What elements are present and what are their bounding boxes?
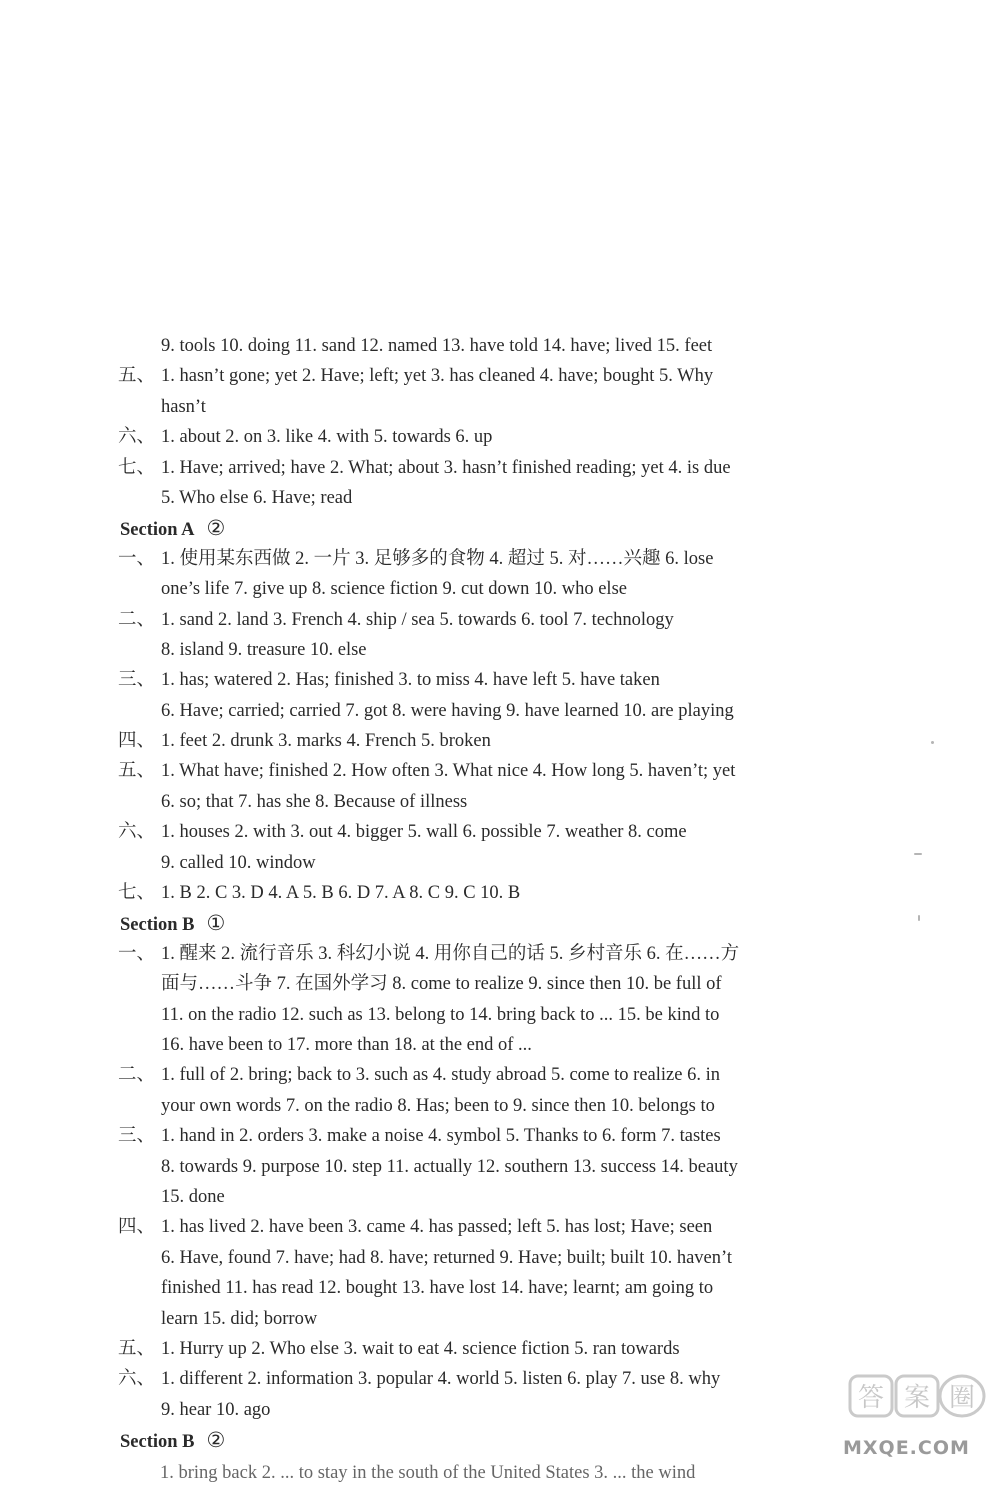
section-heading-a2 xyxy=(118,513,918,543)
answer-line xyxy=(118,665,918,695)
answer-line xyxy=(118,422,918,452)
answer-line xyxy=(118,392,918,422)
answer-line xyxy=(118,1212,918,1242)
answer-text: 6. Have, found 7. have; had 8. have; returned 9. Have; built; built 10. haven’t xyxy=(161,1247,732,1268)
scan-speck xyxy=(918,915,920,921)
answer-text: 1. full of 2. bring; back to 3. such as 4. study abroad 5. come to realize 6. in xyxy=(161,1065,720,1086)
question-group-number: 四、 xyxy=(118,1217,156,1238)
question-group-number: 六、 xyxy=(118,427,156,448)
watermark-site: MXQE.COM xyxy=(843,1437,970,1459)
answer-line xyxy=(118,878,918,908)
answer-line xyxy=(118,331,918,361)
question-group-number: 一、 xyxy=(118,548,156,569)
answer-line xyxy=(118,574,918,604)
answer-text: 1. hasn’t gone; yet 2. Have; left; yet 3. has cleaned 4. have; bought 5. Why xyxy=(161,366,714,387)
question-group-number: 五、 xyxy=(118,366,156,387)
answer-line xyxy=(118,817,918,847)
answer-line xyxy=(118,1182,918,1212)
answer-text: 1. about 2. on 3. like 4. with 5. towards 6. up xyxy=(161,427,493,448)
answer-text: 9. hear 10. ago xyxy=(161,1399,271,1420)
question-group-number: 五、 xyxy=(118,761,156,782)
svg-text:案: 案 xyxy=(903,1383,931,1413)
scan-speck xyxy=(931,741,934,744)
section-title: Section B xyxy=(120,1432,195,1453)
answer-text: learn 15. did; borrow xyxy=(161,1308,318,1329)
question-group-number: 七、 xyxy=(118,883,156,904)
answer-line xyxy=(118,848,918,878)
question-group-number: 六、 xyxy=(118,1369,156,1390)
answer-text: 1. houses 2. with 3. out 4. bigger 5. wall 6. possible 7. weather 8. come xyxy=(161,822,687,843)
section-heading-b2 xyxy=(118,1425,918,1455)
answer-text: your own words 7. on the radio 8. Has; been to 9. since then 10. belongs to xyxy=(161,1095,715,1116)
answer-line xyxy=(118,1091,918,1121)
section-title: Section B xyxy=(120,915,195,936)
answer-line xyxy=(118,1060,918,1090)
svg-text:答: 答 xyxy=(857,1383,885,1413)
answer-text: 9. tools 10. doing 11. sand 12. named 13. have told 14. have; lived 15. feet xyxy=(161,336,713,356)
answer-text: 1. feet 2. drunk 3. marks 4. French 5. broken xyxy=(161,731,491,752)
answer-text: 11. on the radio 12. such as 13. belong to 14. bring back to ... 15. be kind to xyxy=(161,1004,720,1025)
cutoff-line: 1. bring back 2. ... to stay in the south of the United States 3. ... the wind xyxy=(160,1463,696,1483)
scan-speck xyxy=(914,853,922,855)
answer-text: 1. has; watered 2. Has; finished 3. to miss 4. have left 5. have taken xyxy=(161,670,660,691)
question-group-number: 一、 xyxy=(118,943,156,964)
question-group-number: 六、 xyxy=(118,822,156,843)
answer-line xyxy=(118,1000,918,1030)
answer-content xyxy=(118,331,918,1455)
answer-line xyxy=(118,787,918,817)
question-group-number: 五、 xyxy=(118,1338,156,1359)
answer-line xyxy=(118,939,918,969)
answer-text: 6. Have; carried; carried 7. got 8. were having 9. have learned 10. are playing xyxy=(161,700,734,721)
answer-text: 1. Have; arrived; have 2. What; about 3. hasn’t finished reading; yet 4. is due xyxy=(161,457,731,478)
answer-text: 1. different 2. information 3. popular 4. world 5. listen 6. play 7. use 8. why xyxy=(161,1369,721,1390)
answer-text: one’s life 7. give up 8. science fiction 9. cut down 10. who else xyxy=(161,579,627,600)
answer-text: 1. What have; finished 2. How often 3. What nice 4. How long 5. haven’t; yet xyxy=(161,761,736,782)
answer-text: 8. towards 9. purpose 10. step 11. actually 12. southern 13. success 14. beauty xyxy=(161,1156,738,1177)
answer-text: 8. island 9. treasure 10. else xyxy=(161,639,367,660)
answer-text: 1. B 2. C 3. D 4. A 5. B 6. D 7. A 8. C 9. C 10. B xyxy=(161,883,521,904)
answer-text: 1. sand 2. land 3. French 4. ship / sea 5. towards 6. tool 7. technology xyxy=(161,609,674,630)
answer-text: 9. called 10. window xyxy=(161,852,316,873)
answer-line xyxy=(118,453,918,483)
answer-line xyxy=(118,1304,918,1334)
answer-line xyxy=(118,1334,918,1364)
answer-line xyxy=(118,544,918,574)
answer-text: hasn’t xyxy=(161,396,206,417)
question-group-number: 三、 xyxy=(118,1126,156,1147)
answer-text: 面与……斗争 7. 在国外学习 8. come to realize 9. since then 10. be full of xyxy=(161,974,722,995)
answer-text: 1. has lived 2. have been 3. came 4. has passed; left 5. has lost; Have; seen xyxy=(161,1217,713,1238)
section-heading-b1 xyxy=(118,908,918,938)
answer-line xyxy=(118,726,918,756)
question-group-number: 二、 xyxy=(118,1065,156,1086)
answer-text: 1. 使用某东西做 2. 一片 3. 足够多的食物 4. 超过 5. 对……兴趣 6. lose xyxy=(161,548,714,569)
question-group-number: 七、 xyxy=(118,457,156,478)
section-part-mark: ② xyxy=(206,1428,226,1453)
section-part-mark: ① xyxy=(206,911,226,936)
answer-line xyxy=(118,1121,918,1151)
answer-text: 1. 醒来 2. 流行音乐 3. 科幻小说 4. 用你自己的话 5. 乡村音乐 6. 在……方 xyxy=(161,943,740,964)
answer-text: 6. so; that 7. has she 8. Because of illness xyxy=(161,791,468,812)
svg-text:圈: 圈 xyxy=(948,1383,976,1413)
answer-line xyxy=(118,483,918,513)
section-title: Section A xyxy=(120,520,195,541)
answer-text: 16. have been to 17. more than 18. at the end of ... xyxy=(161,1034,532,1055)
answer-line xyxy=(118,969,918,999)
answer-line xyxy=(118,1395,918,1425)
answer-text: 5. Who else 6. Have; read xyxy=(161,487,353,508)
section-part-mark: ② xyxy=(206,516,226,541)
question-group-number: 二、 xyxy=(118,609,156,630)
answer-line xyxy=(118,361,918,391)
answer-text: 15. done xyxy=(161,1186,225,1207)
answer-line xyxy=(118,1030,918,1060)
answer-line xyxy=(118,635,918,665)
answer-line xyxy=(118,1273,918,1303)
answer-line xyxy=(118,756,918,786)
answer-line xyxy=(118,1364,918,1394)
answer-line xyxy=(118,1152,918,1182)
answer-text: 1. Hurry up 2. Who else 3. wait to eat 4. science fiction 5. ran towards xyxy=(161,1338,680,1359)
question-group-number: 三、 xyxy=(118,670,156,691)
answer-line xyxy=(118,605,918,635)
answer-text: 1. hand in 2. orders 3. make a noise 4. symbol 5. Thanks to 6. form 7. tastes xyxy=(161,1126,721,1147)
answer-line xyxy=(118,696,918,726)
answer-line xyxy=(118,1243,918,1273)
answer-text: finished 11. has read 12. bought 13. have lost 14. have; learnt; am going to xyxy=(161,1278,714,1299)
question-group-number: 四、 xyxy=(118,731,156,752)
